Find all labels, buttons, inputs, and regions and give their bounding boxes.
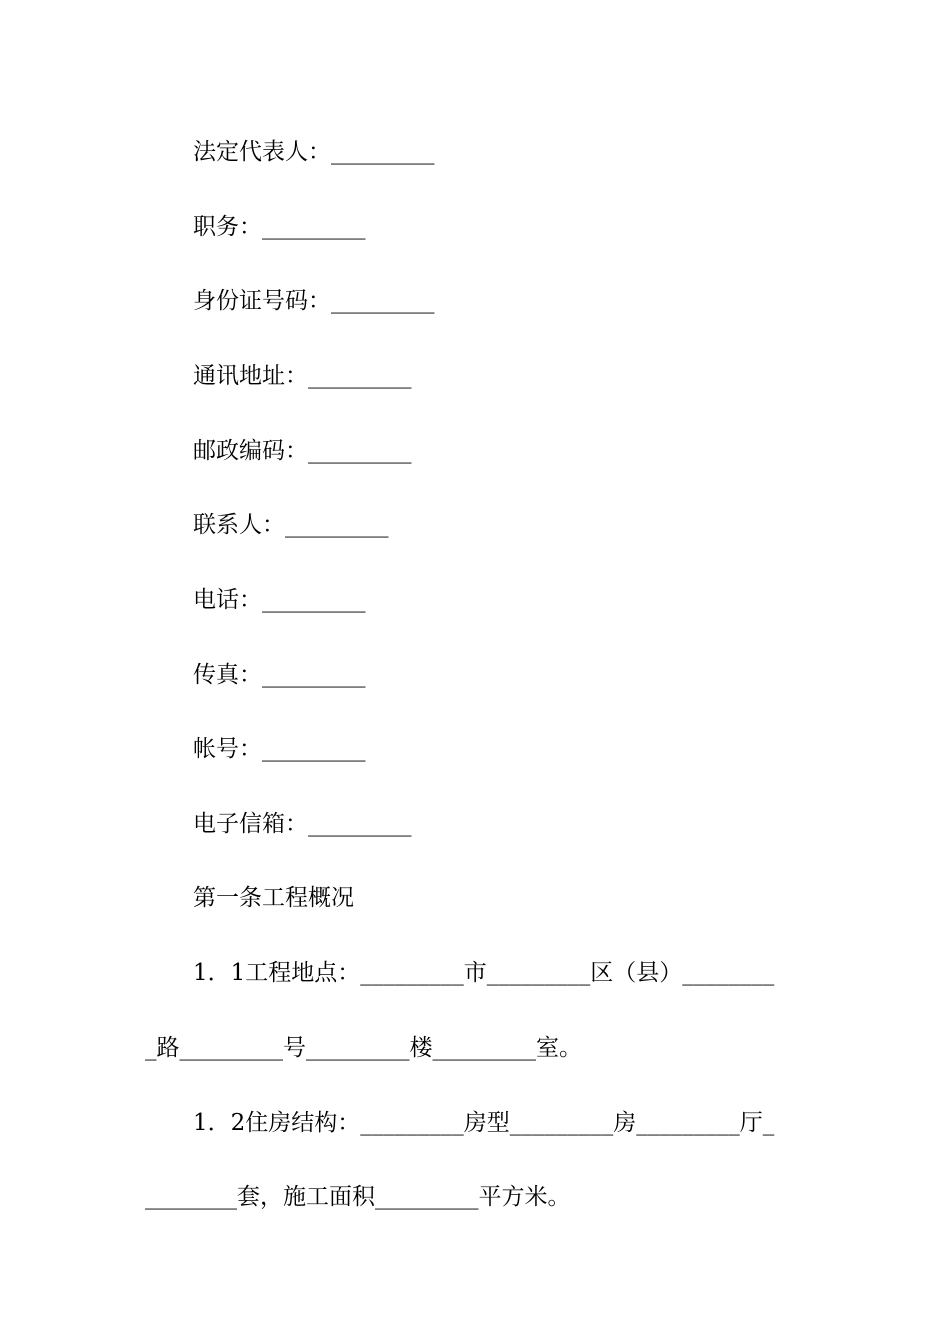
- id-number-line: 身份证号码：_________: [193, 288, 435, 314]
- address-line: 通讯地址：_________: [193, 363, 412, 389]
- item-1-1-line-2: _路_________号_________楼_________室。: [145, 1035, 582, 1061]
- item-1-2-line-1: 1．2住房结构：_________房型_________房_________厅_: [193, 1110, 775, 1136]
- email-line: 电子信箱：_________: [193, 811, 412, 837]
- item-1-1-line-1: 1．1工程地点：_________市_________区（县）________: [193, 960, 775, 986]
- telephone-line: 电话：_________: [193, 587, 366, 613]
- fax-line: 传真：_________: [193, 662, 366, 688]
- legal-representative-line: 法定代表人：_________: [193, 139, 435, 165]
- article-1-heading: 第一条工程概况: [193, 885, 354, 911]
- postal-code-line: 邮政编码：_________: [193, 438, 412, 464]
- position-line: 职务：_________: [193, 214, 366, 240]
- account-line: 帐号：_________: [193, 736, 366, 762]
- item-1-2-line-2: ________套，施工面积_________平方米。: [145, 1184, 571, 1210]
- contact-person-line: 联系人：_________: [193, 512, 389, 538]
